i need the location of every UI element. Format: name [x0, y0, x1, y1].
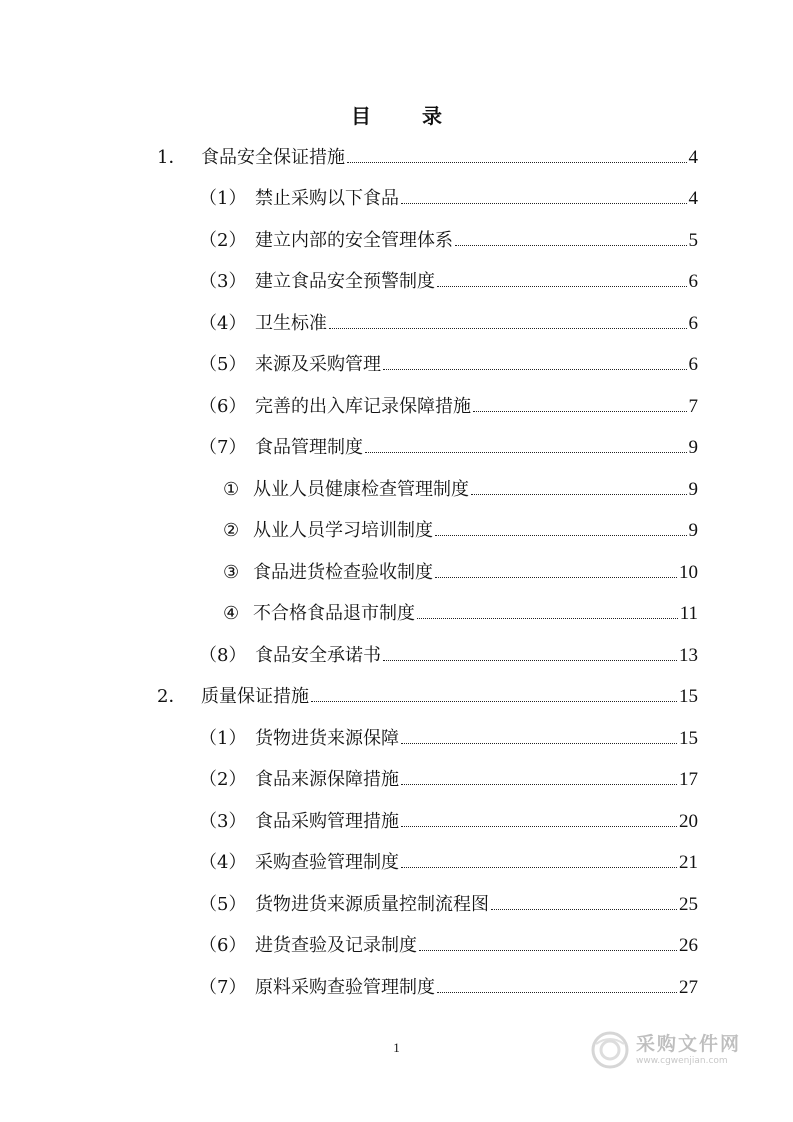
toc-number: （6） — [199, 396, 247, 417]
toc-title: 建立食品安全预警制度 — [255, 271, 435, 292]
toc-entry[interactable] — [157, 144, 698, 172]
toc-leader — [419, 950, 677, 951]
toc-page: 21 — [679, 852, 698, 873]
toc-number: ④ — [223, 603, 240, 624]
toc-leader — [435, 577, 677, 578]
toc-title: 进货查验及记录制度 — [255, 935, 417, 956]
watermark-logo-icon — [590, 1030, 630, 1070]
toc-entry[interactable] — [199, 932, 698, 960]
toc-leader — [311, 701, 677, 702]
toc-page: 9 — [688, 520, 698, 541]
watermark-url: www.cgwenjian.com — [636, 1056, 728, 1066]
toc-page: 4 — [688, 147, 698, 168]
toc-leader — [401, 203, 687, 204]
toc-title: 食品采购管理措施 — [255, 811, 399, 832]
toc-page: 13 — [679, 645, 698, 666]
toc-number: （1） — [199, 188, 247, 209]
toc-leader — [417, 618, 678, 619]
toc-entry[interactable] — [199, 725, 698, 753]
toc-number: （6） — [199, 935, 247, 956]
toc-leader — [347, 162, 687, 163]
toc-entry[interactable] — [199, 393, 698, 421]
toc-number: ③ — [223, 562, 240, 583]
toc-entry[interactable] — [223, 517, 698, 545]
toc-page: 17 — [679, 769, 698, 790]
toc-page: 6 — [688, 313, 698, 334]
toc-page: 7 — [688, 396, 698, 417]
toc-number: （2） — [199, 230, 247, 251]
toc-leader — [471, 494, 687, 495]
page-title: 目 录 — [351, 104, 464, 128]
toc-leader — [383, 660, 677, 661]
toc-number: （2） — [199, 769, 247, 790]
toc-entry[interactable] — [199, 974, 698, 1002]
toc-number: （4） — [199, 852, 247, 873]
toc-title: 货物进货来源保障 — [255, 728, 399, 749]
toc-page: 5 — [688, 230, 698, 251]
toc-leader — [437, 286, 687, 287]
toc-number: 1． — [157, 147, 187, 168]
toc-entry[interactable] — [199, 808, 698, 836]
toc-entry[interactable] — [157, 683, 698, 711]
toc-entry[interactable] — [199, 891, 698, 919]
toc-page: 11 — [679, 603, 698, 624]
toc-page: 6 — [688, 271, 698, 292]
toc-leader — [455, 245, 687, 246]
toc-title: 食品管理制度 — [255, 437, 363, 458]
toc-entry[interactable] — [199, 185, 698, 213]
toc-entry[interactable] — [199, 310, 698, 338]
toc-title: 从业人员学习培训制度 — [253, 520, 433, 541]
toc-entry[interactable] — [199, 766, 698, 794]
toc-leader — [329, 328, 687, 329]
toc-title: 食品安全保证措施 — [201, 147, 345, 168]
toc-number: ① — [223, 479, 240, 500]
toc-entry[interactable] — [199, 434, 698, 462]
toc-number: （3） — [199, 811, 247, 832]
toc-page: 25 — [679, 894, 698, 915]
toc-leader — [435, 535, 687, 536]
toc-page: 15 — [679, 728, 698, 749]
watermark — [590, 1028, 770, 1072]
toc-page: 6 — [688, 354, 698, 375]
toc-page: 27 — [679, 977, 698, 998]
toc-page: 4 — [688, 188, 698, 209]
toc-page: 9 — [688, 437, 698, 458]
toc-title: 采购查验管理制度 — [255, 852, 399, 873]
toc-title: 原料采购查验管理制度 — [255, 977, 435, 998]
toc-title: 卫生标准 — [255, 313, 327, 334]
toc-title: 货物进货来源质量控制流程图 — [255, 894, 489, 915]
toc-number: （5） — [199, 354, 247, 375]
toc-leader — [401, 826, 677, 827]
toc-page: 26 — [679, 935, 698, 956]
toc-entry[interactable] — [199, 227, 698, 255]
toc-entry[interactable] — [199, 268, 698, 296]
toc-page: 9 — [688, 479, 698, 500]
toc-page: 15 — [679, 686, 698, 707]
toc-leader — [437, 992, 677, 993]
toc-page: 10 — [679, 562, 698, 583]
toc-number: （3） — [199, 271, 247, 292]
toc-number: （5） — [199, 894, 247, 915]
toc-number: ② — [223, 520, 240, 541]
toc-entry[interactable] — [199, 642, 698, 670]
toc-title: 建立内部的安全管理体系 — [255, 230, 453, 251]
toc-title: 禁止采购以下食品 — [255, 188, 399, 209]
toc-title: 质量保证措施 — [201, 686, 309, 707]
toc-leader — [491, 909, 677, 910]
toc-leader — [401, 743, 677, 744]
page-number: 1 — [393, 1040, 400, 1055]
toc-entry[interactable] — [223, 559, 698, 587]
toc-title: 不合格食品退市制度 — [253, 603, 415, 624]
toc-leader — [473, 411, 687, 412]
watermark-name: 采购文件网 — [636, 1033, 742, 1055]
toc-entry[interactable] — [199, 351, 698, 379]
toc-number: （7） — [199, 977, 247, 998]
toc-number: 2． — [157, 686, 187, 707]
toc-entry[interactable] — [223, 600, 698, 628]
toc-page: 20 — [679, 811, 698, 832]
toc-number: （8） — [199, 645, 247, 666]
toc-title: 食品安全承诺书 — [255, 645, 381, 666]
toc-title: 完善的出入库记录保障措施 — [255, 396, 471, 417]
toc-leader — [365, 452, 687, 453]
toc-leader — [401, 867, 677, 868]
toc-title: 来源及采购管理 — [255, 354, 381, 375]
toc-leader — [383, 369, 687, 370]
toc-entry[interactable] — [223, 476, 698, 504]
toc-entry[interactable] — [199, 849, 698, 877]
toc-number: （7） — [199, 437, 247, 458]
toc-title: 食品来源保障措施 — [255, 769, 399, 790]
toc-title: 从业人员健康检查管理制度 — [253, 479, 469, 500]
toc-leader — [401, 784, 677, 785]
toc-number: （1） — [199, 728, 247, 749]
toc-title: 食品进货检查验收制度 — [253, 562, 433, 583]
toc-number: （4） — [199, 313, 247, 334]
